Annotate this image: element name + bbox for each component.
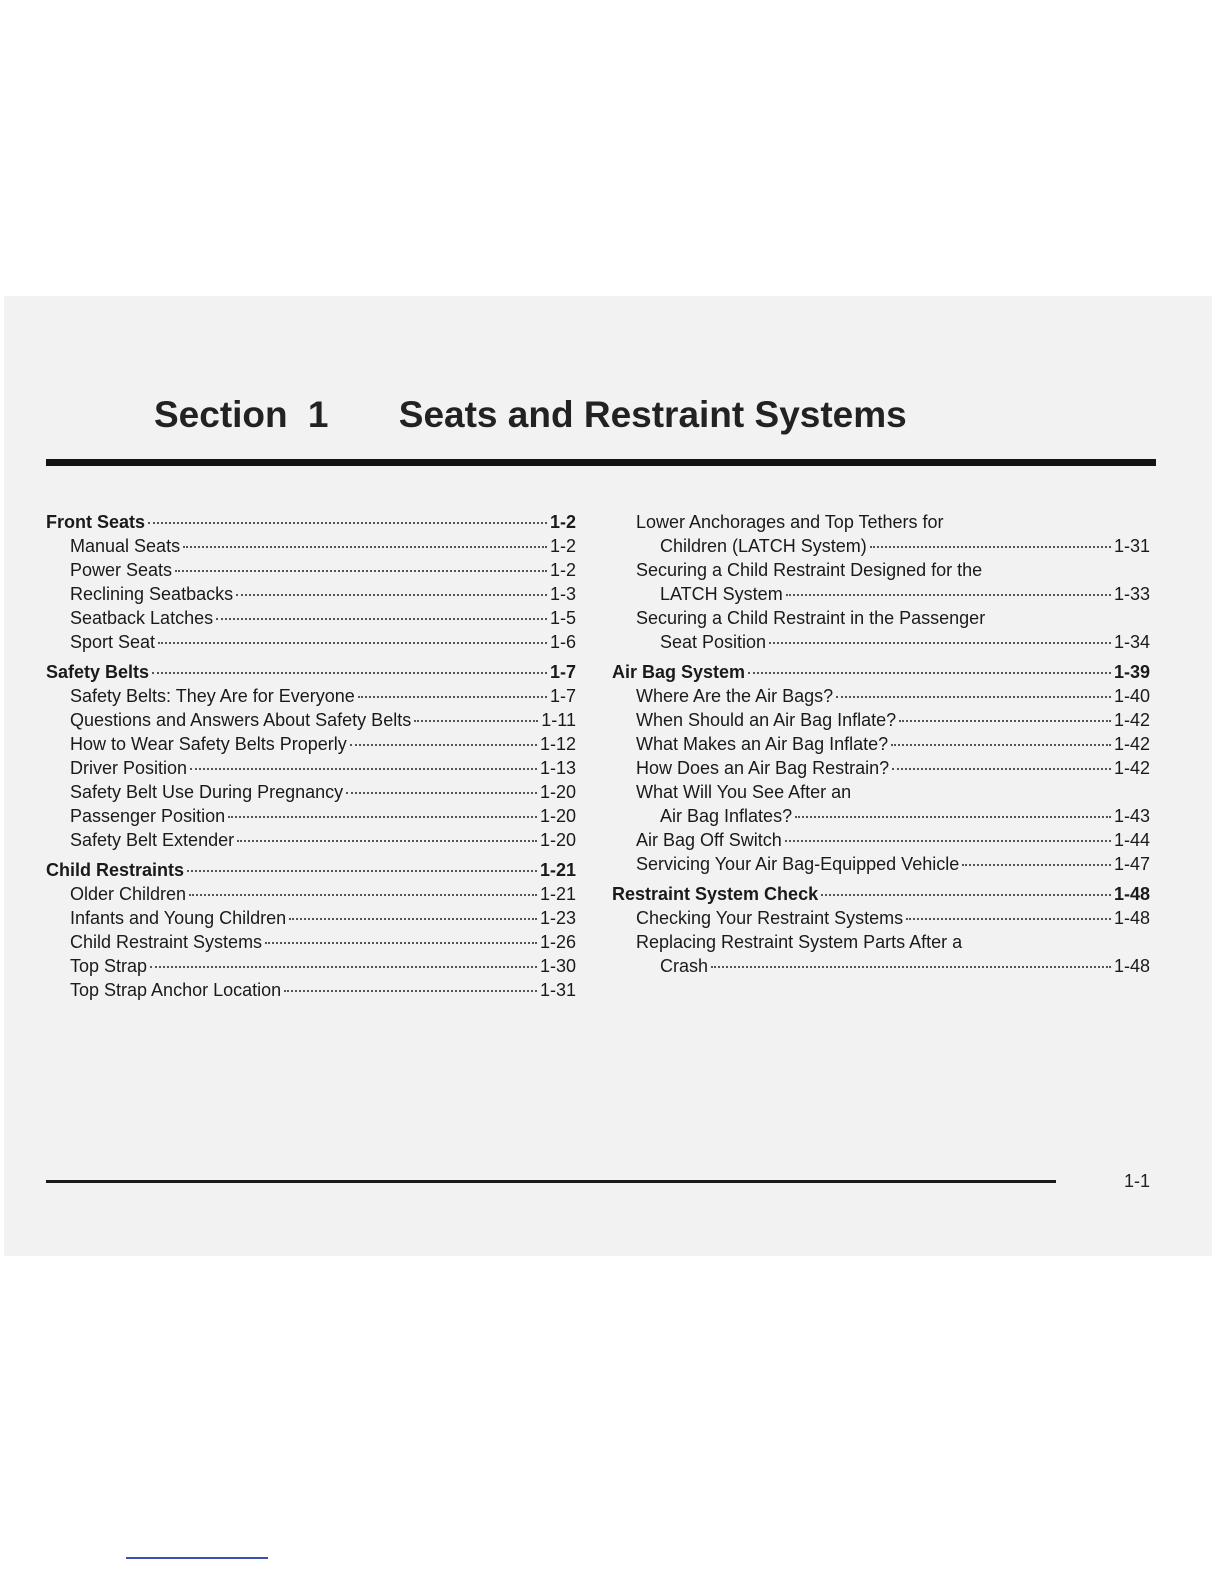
toc-label: Safety Belt Use During Pregnancy <box>70 782 344 802</box>
toc-entry[interactable] <box>46 630 576 654</box>
toc-label: Safety Belt Extender <box>70 830 235 850</box>
toc-page-number: 1-40 <box>1113 686 1150 706</box>
toc-column-right <box>612 510 1150 978</box>
dot-leader <box>189 893 537 896</box>
dot-leader <box>899 719 1111 722</box>
dot-leader <box>711 965 1111 968</box>
toc-page-number: 1-21 <box>539 860 576 880</box>
toc-page-number: 1-21 <box>539 884 576 904</box>
dot-leader <box>228 815 537 818</box>
toc-entry-line[interactable]: Lower Anchorages and Top Tethers for <box>636 512 944 532</box>
dot-leader <box>414 719 538 722</box>
toc-page-number: 1-43 <box>1113 806 1150 826</box>
section-word: Section <box>154 394 288 435</box>
section-number: 1 <box>307 394 329 435</box>
toc-entry[interactable] <box>612 906 1150 930</box>
dot-leader <box>346 791 537 794</box>
dot-leader <box>183 545 547 548</box>
toc-page-number: 1-11 <box>541 710 576 730</box>
toc-label: Air Bag Off Switch <box>636 830 782 850</box>
toc-page-number: 1-48 <box>1113 908 1150 928</box>
toc-label: Safety Belts: They Are for Everyone <box>70 686 355 706</box>
toc-page-number: 1-31 <box>1113 536 1150 556</box>
dot-leader <box>148 521 547 524</box>
toc-label: Questions and Answers About Safety Belts <box>70 710 412 730</box>
dot-leader <box>795 815 1111 818</box>
toc-label: Manual Seats <box>70 536 181 556</box>
toc-entry[interactable] <box>46 534 576 558</box>
toc-entry[interactable] <box>46 954 576 978</box>
toc-label: What Makes an Air Bag Inflate? <box>636 734 889 754</box>
toc-label: How Does an Air Bag Restrain? <box>636 758 890 778</box>
toc-entry[interactable] <box>612 756 1150 780</box>
manual-page <box>4 296 1212 1256</box>
toc-label: Driver Position <box>70 758 188 778</box>
toc-entry[interactable] <box>612 708 1150 732</box>
toc-entry[interactable] <box>46 708 576 732</box>
toc-label: Child Restraint Systems <box>70 932 263 952</box>
dot-leader <box>891 743 1111 746</box>
toc-heading-safety-belts[interactable] <box>46 660 576 684</box>
toc-entry[interactable] <box>46 828 576 852</box>
toc-label: Where Are the Air Bags? <box>636 686 834 706</box>
toc-entry[interactable] <box>612 852 1150 876</box>
toc-page-number: 1-39 <box>1113 662 1150 682</box>
toc-label: Safety Belts <box>46 662 150 682</box>
dot-leader <box>150 965 537 968</box>
toc-entry[interactable] <box>46 582 576 606</box>
toc-label: Top Strap <box>70 956 148 976</box>
toc-label: Children (LATCH System) <box>660 536 867 556</box>
toc-label: Power Seats <box>70 560 173 580</box>
footer-rule <box>46 1180 1056 1183</box>
toc-entry[interactable] <box>46 906 576 930</box>
toc-page-number: 1-44 <box>1113 830 1150 850</box>
toc-entry-line[interactable]: Securing a Child Restraint in the Passenger <box>636 608 986 628</box>
toc-heading-front-seats[interactable] <box>46 510 576 534</box>
dot-leader <box>284 989 537 992</box>
dot-leader <box>350 743 537 746</box>
toc-entry-line[interactable]: What Will You See After an <box>636 782 852 802</box>
toc-label: Restraint System Check <box>612 884 819 904</box>
dot-leader <box>870 545 1111 548</box>
dot-leader <box>289 917 537 920</box>
toc-label: Top Strap Anchor Location <box>70 980 282 1000</box>
toc-entry[interactable] <box>612 684 1150 708</box>
toc-page-number: 1-3 <box>549 584 576 604</box>
toc-entry-line[interactable]: Securing a Child Restraint Designed for the <box>636 560 983 580</box>
toc-page-number: 1-42 <box>1113 758 1150 778</box>
toc-label: Servicing Your Air Bag-Equipped Vehicle <box>636 854 960 874</box>
toc-page-number: 1-42 <box>1113 734 1150 754</box>
dot-leader <box>190 767 537 770</box>
toc-page-number: 1-30 <box>539 956 576 976</box>
dot-leader <box>152 671 547 674</box>
toc-column-left <box>46 510 576 1002</box>
toc-entry[interactable] <box>612 534 1150 558</box>
dot-leader <box>892 767 1111 770</box>
toc-entry[interactable] <box>46 756 576 780</box>
toc-label: Front Seats <box>46 512 146 532</box>
dot-leader <box>748 671 1111 674</box>
dot-leader <box>906 917 1111 920</box>
footer-page-number: 1-1 <box>1124 1171 1151 1191</box>
toc-page-number: 1-12 <box>539 734 576 754</box>
toc-label: Air Bag System <box>612 662 746 682</box>
dot-leader <box>769 641 1111 644</box>
toc-entry[interactable] <box>612 828 1150 852</box>
dot-leader <box>216 617 547 620</box>
toc-page-number: 1-48 <box>1113 884 1150 904</box>
toc-label: How to Wear Safety Belts Properly <box>70 734 347 754</box>
toc-entry[interactable] <box>46 978 576 1002</box>
toc-page-number: 1-20 <box>539 782 576 802</box>
toc-page-number: 1-33 <box>1113 584 1150 604</box>
toc-label: Older Children <box>70 884 187 904</box>
toc-entry[interactable] <box>46 732 576 756</box>
toc-label: Seat Position <box>660 632 767 652</box>
toc-entry[interactable] <box>612 630 1150 654</box>
toc-label: Checking Your Restraint Systems <box>636 908 904 928</box>
toc-page-number: 1-26 <box>539 932 576 952</box>
toc-label: LATCH System <box>660 584 783 604</box>
dot-leader <box>962 863 1111 866</box>
toc-entry[interactable] <box>46 558 576 582</box>
toc-entry[interactable] <box>612 954 1150 978</box>
toc-entry[interactable] <box>46 882 576 906</box>
toc-label: Reclining Seatbacks <box>70 584 234 604</box>
toc-page-number: 1-20 <box>539 830 576 850</box>
toc-label: Infants and Young Children <box>70 908 287 928</box>
toc-label: When Should an Air Bag Inflate? <box>636 710 897 730</box>
section-title: Seats and Restraint Systems <box>398 394 907 435</box>
toc-page-number: 1-2 <box>549 512 576 532</box>
toc-entry[interactable] <box>46 684 576 708</box>
dot-leader <box>237 839 537 842</box>
toc-page-number: 1-20 <box>539 806 576 826</box>
dot-leader <box>786 593 1111 596</box>
toc-entry[interactable] <box>46 780 576 804</box>
toc-page-number: 1-7 <box>549 686 576 706</box>
dot-leader <box>821 893 1111 896</box>
toc-page-number: 1-31 <box>539 980 576 1000</box>
dot-leader <box>175 569 547 572</box>
toc-entry[interactable] <box>46 606 576 630</box>
toc-page-number: 1-2 <box>549 560 576 580</box>
dot-leader <box>785 839 1111 842</box>
toc-page-number: 1-34 <box>1113 632 1150 652</box>
toc-page-number: 1-7 <box>549 662 576 682</box>
toc-entry[interactable] <box>46 930 576 954</box>
toc-heading-air-bag-system[interactable] <box>612 660 1150 684</box>
toc-heading-child-restraints[interactable] <box>46 858 576 882</box>
toc-page-number: 1-2 <box>549 536 576 556</box>
toc-heading-restraint-system-check[interactable] <box>612 882 1150 906</box>
toc-entry-line[interactable]: Replacing Restraint System Parts After a <box>636 932 963 952</box>
heading-rule <box>46 459 1156 466</box>
toc-page-number: 1-48 <box>1113 956 1150 976</box>
toc-page-number: 1-23 <box>539 908 576 928</box>
toc-label: Crash <box>660 956 709 976</box>
dot-leader <box>187 869 537 872</box>
toc-page-number: 1-47 <box>1113 854 1150 874</box>
toc-label: Child Restraints <box>46 860 185 880</box>
toc-page-number: 1-5 <box>549 608 576 628</box>
toc-entry[interactable] <box>612 804 1150 828</box>
toc-entry[interactable] <box>612 582 1150 606</box>
toc-page-number: 1-6 <box>549 632 576 652</box>
toc-label: Passenger Position <box>70 806 226 826</box>
link-underline <box>126 1557 268 1559</box>
toc-page-number: 1-13 <box>539 758 576 778</box>
dot-leader <box>265 941 537 944</box>
toc-entry[interactable] <box>46 804 576 828</box>
dot-leader <box>358 695 547 698</box>
toc-entry[interactable] <box>612 732 1150 756</box>
toc-label: Sport Seat <box>70 632 156 652</box>
toc-label: Air Bag Inflates? <box>660 806 793 826</box>
toc-label: Seatback Latches <box>70 608 214 628</box>
toc-page-number: 1-42 <box>1113 710 1150 730</box>
dot-leader <box>158 641 547 644</box>
dot-leader <box>836 695 1111 698</box>
section-heading <box>154 394 907 436</box>
dot-leader <box>236 593 547 596</box>
